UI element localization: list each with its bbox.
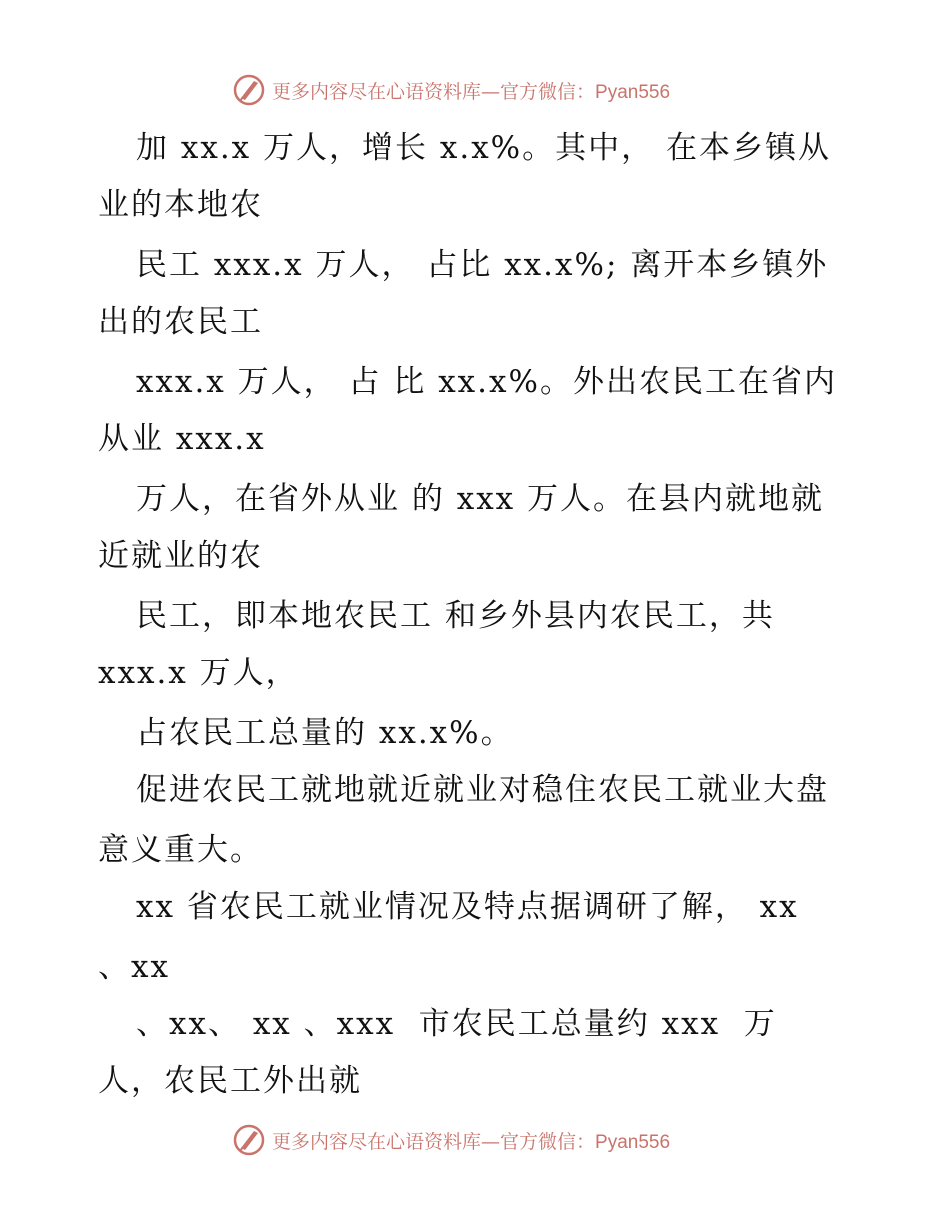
text-line: 从业 xxx.x — [98, 421, 266, 457]
watermark-wechat-id: Pyan556 — [595, 81, 671, 103]
feather-pen-logo-icon — [232, 73, 266, 107]
text-line: 民工，即本地农民工 和乡外县内农民工，共 — [136, 598, 775, 634]
watermark-wechat-id: Pyan556 — [595, 1131, 671, 1153]
feather-pen-logo-icon — [232, 1123, 266, 1157]
text-line: 促进农民工就地就近就业对稳住农民工就业大盘 — [136, 772, 829, 808]
footer-watermark — [232, 1120, 670, 1160]
text-line: 民工 xxx.x 万人， 占比 xx.x%; 离开本乡镇外 — [136, 247, 829, 283]
watermark-text: 更多内容尽在心语资料库—官方微信： — [272, 80, 596, 103]
text-line: 、xx、 xx 、xxx 市农民工总量约 xxx 万 — [136, 1006, 777, 1042]
text-line: 占农民工总量的 xx.x%。 — [136, 715, 514, 751]
text-line: 业的本地农 — [98, 187, 263, 223]
text-line: xxx.x 万人， 占 比 xx.x%。外出农民工在省内 — [136, 364, 837, 400]
text-line: 近就业的农 — [98, 538, 263, 574]
text-line: 人，农民工外出就 — [98, 1063, 362, 1099]
watermark-text: 更多内容尽在心语资料库—官方微信： — [272, 1130, 596, 1153]
text-line: xxx.x 万人， — [98, 655, 299, 691]
text-line: 万人，在省外从业 的 xxx 万人。在县内就地就 — [136, 481, 825, 517]
text-line: xx 省农民工就业情况及特点据调研了解， xx — [136, 889, 799, 925]
text-line: 出的农民工 — [98, 304, 263, 340]
text-line: 加 xx.x 万人，增长 x.x%。其中， 在本乡镇从 — [136, 130, 831, 166]
text-line: 、xx — [98, 949, 170, 985]
header-watermark — [232, 70, 670, 110]
text-line: 意义重大。 — [98, 832, 263, 868]
